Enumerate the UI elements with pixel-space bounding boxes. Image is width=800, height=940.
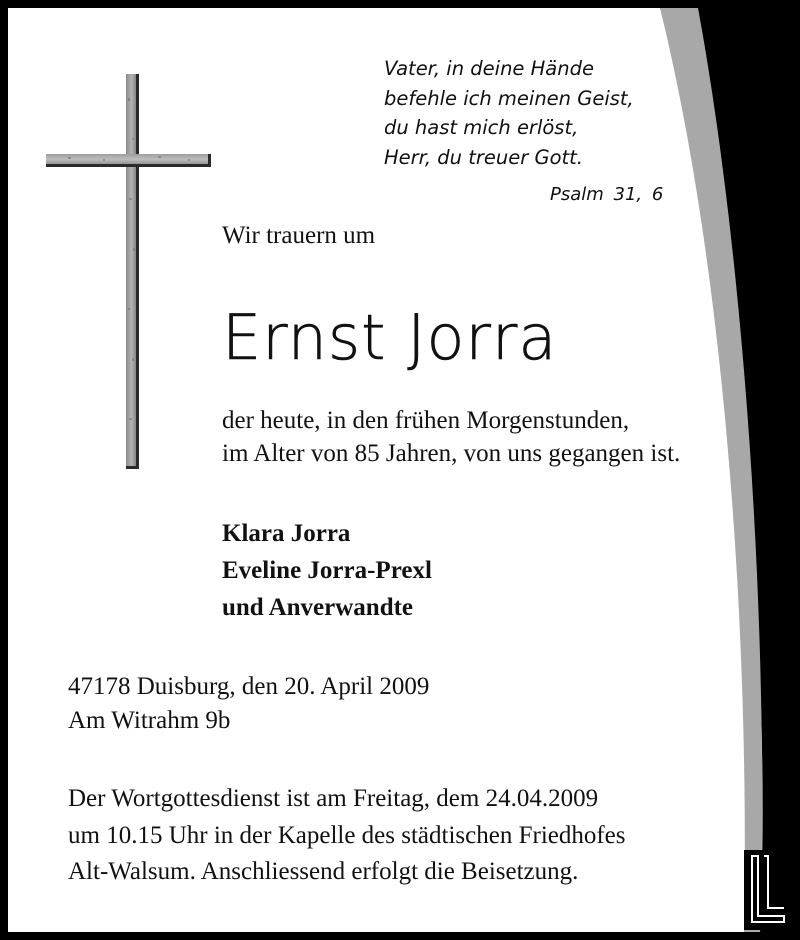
verse-line: befehle ich meinen Geist,	[384, 86, 634, 110]
verse-reference: Psalm 31, 6	[550, 184, 664, 205]
service-line: Der Wortgottesdienst ist am Freitag, dem 24.04.2009	[68, 785, 599, 812]
address-line: Am Witrahm 9b	[68, 707, 231, 734]
stone-cross-icon	[8, 8, 228, 478]
deceased-name: Ernst Jorra	[222, 301, 558, 374]
mourner-name: Eveline Jorra-Prexl	[222, 557, 432, 584]
service-info	[68, 781, 626, 891]
passing-line: der heute, in den frühen Morgenstunden,	[222, 407, 630, 434]
verse-line: du hast mich erlöst,	[384, 116, 579, 140]
address-block	[68, 670, 429, 738]
mourning-intro: Wir trauern um	[222, 222, 376, 249]
notice-paper	[8, 8, 792, 932]
verse-line: Herr, du treuer Gott.	[384, 145, 583, 169]
service-line: Alt-Walsum. Anschliessend erfolgt die Beisetzung.	[68, 858, 579, 885]
publisher-logo-icon	[744, 850, 790, 930]
address-line: 47178 Duisburg, den 20. April 2009	[68, 673, 430, 700]
service-line: um 10.15 Uhr in der Kapelle des städtischen Friedhofes	[68, 821, 626, 849]
passing-line: im Alter von 85 Jahren, von uns gegangen ist.	[222, 440, 681, 467]
bible-verse	[384, 54, 634, 172]
mourner-name: und Anverwandte	[222, 594, 414, 621]
verse-line: Vater, in deine Hände	[384, 57, 594, 80]
mourners-list	[222, 515, 432, 626]
passing-text	[222, 404, 680, 470]
mourner-name: Klara Jorra	[222, 520, 351, 547]
